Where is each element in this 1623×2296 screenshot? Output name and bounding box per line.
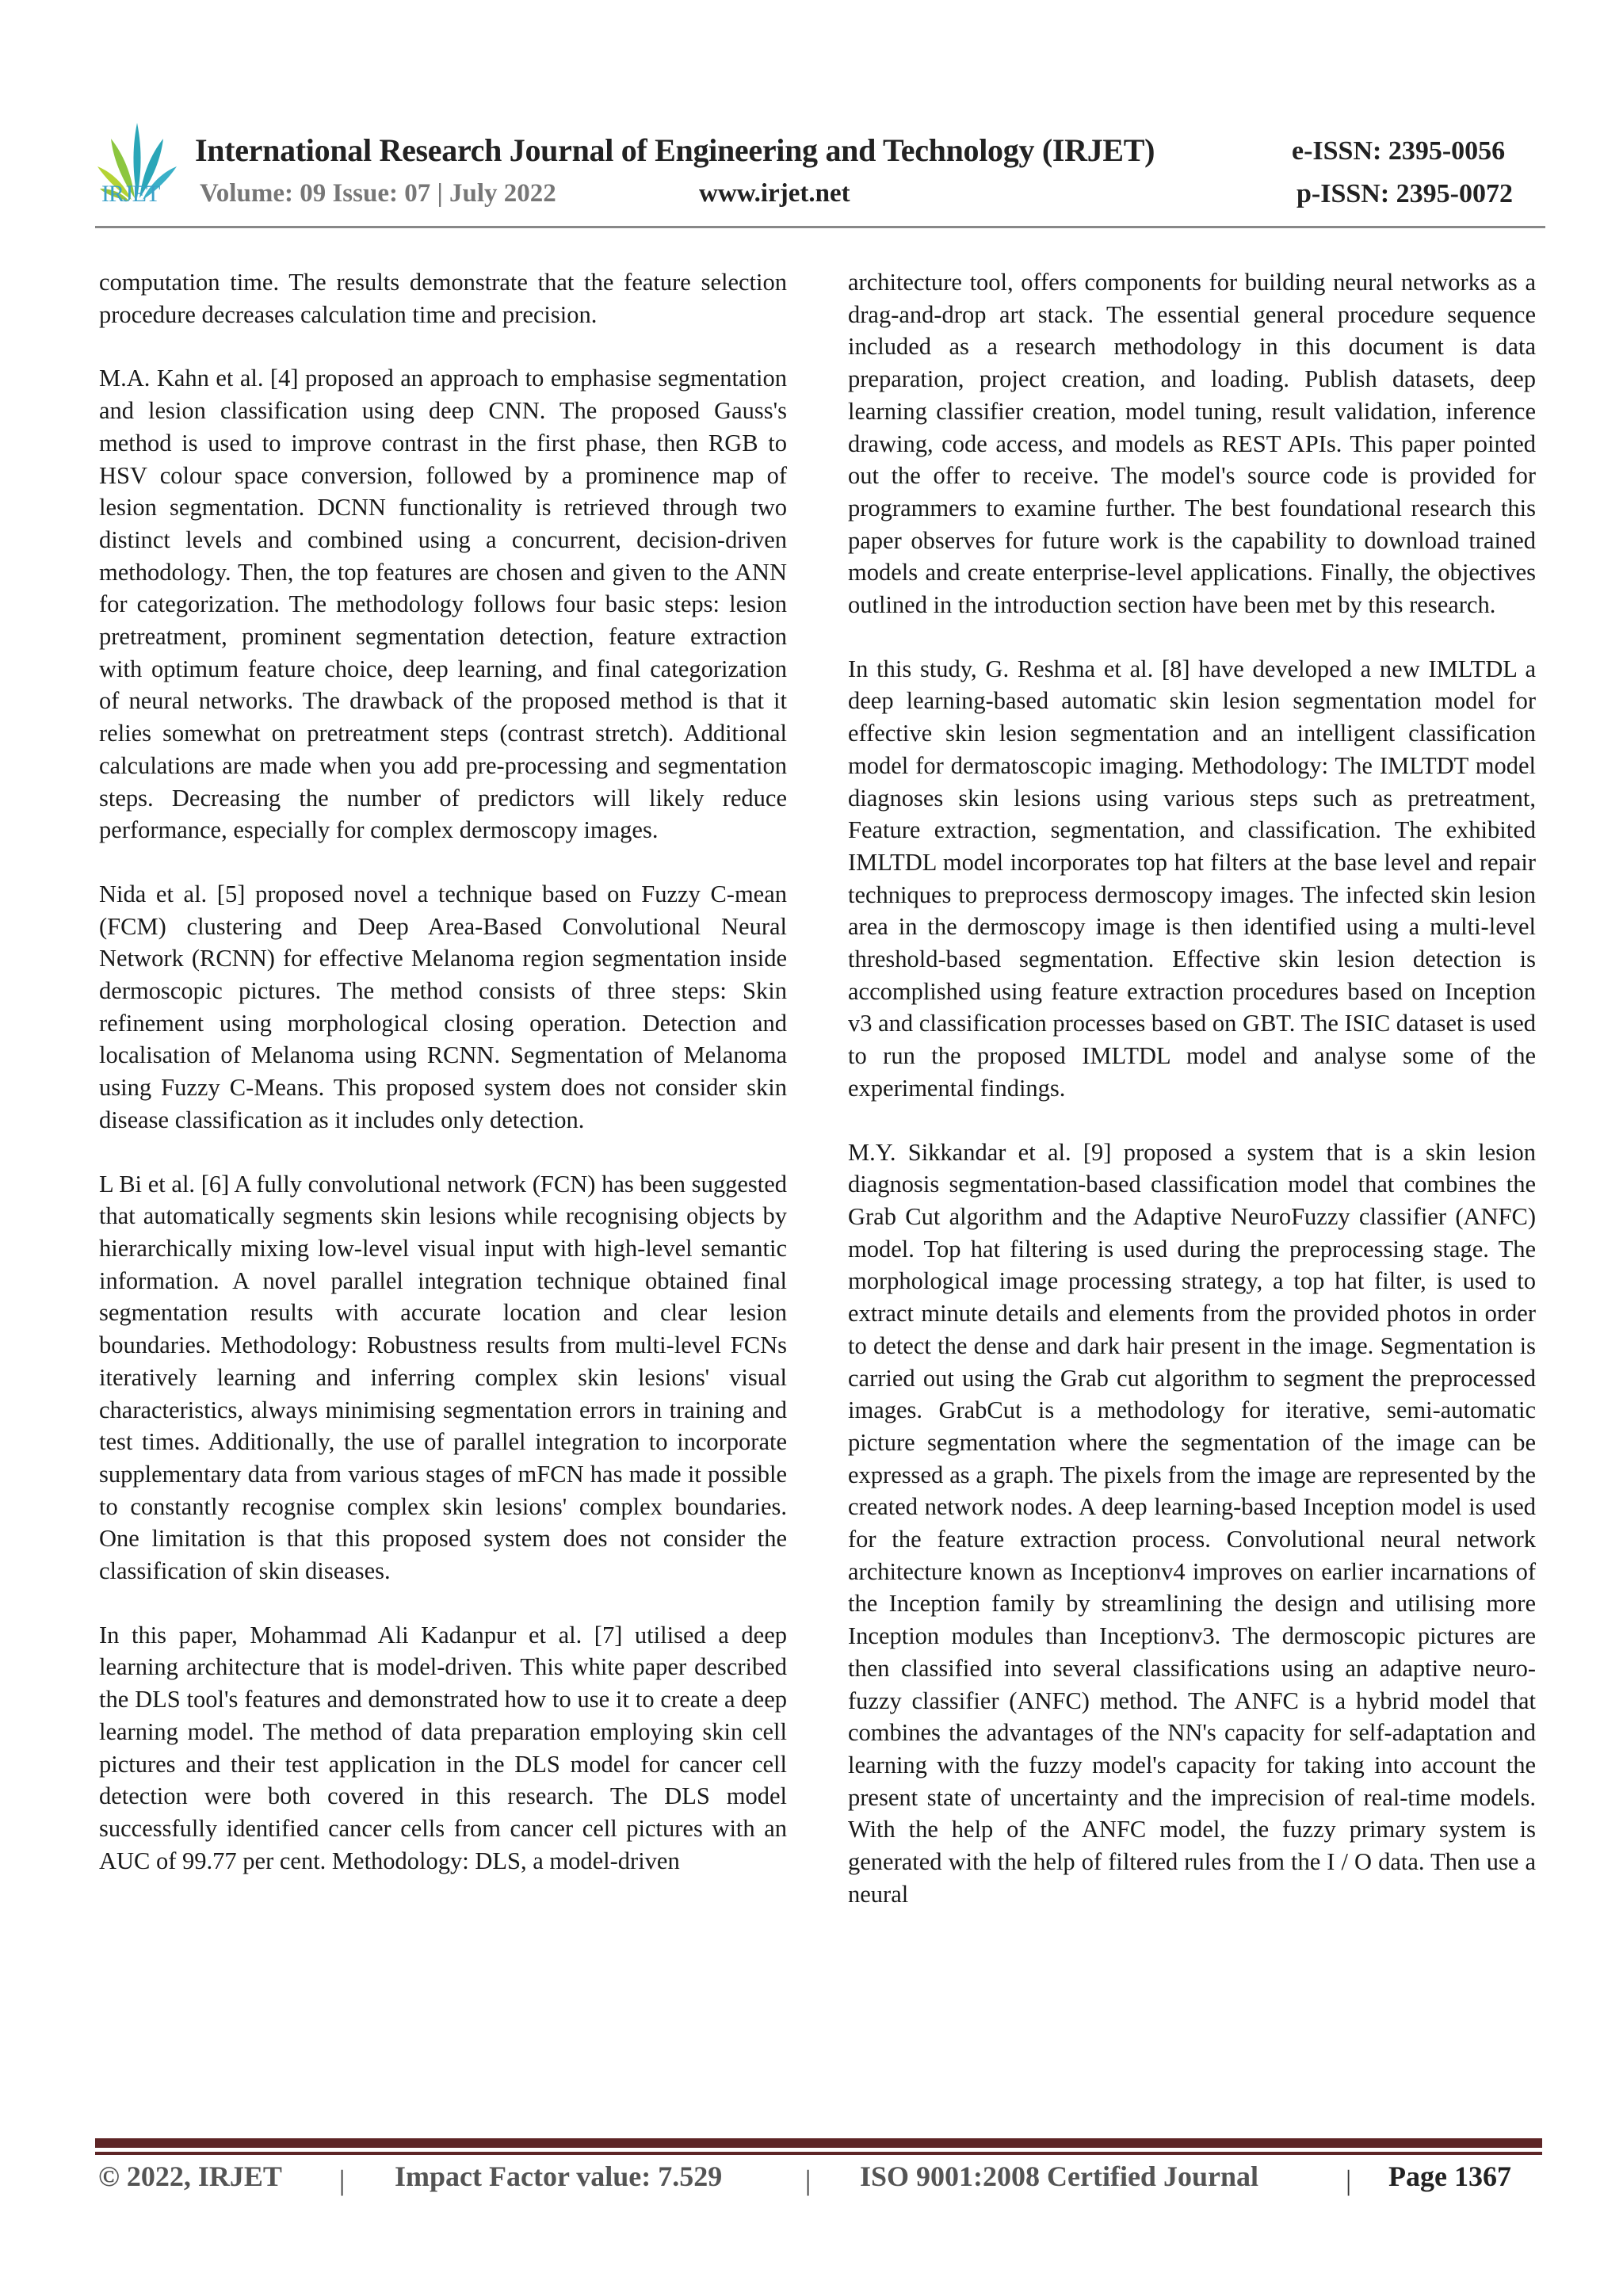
paragraph: L Bi et al. [6] A fully convolutional network (FCN) has been suggested that automatically segments skin lesions while recognising objects by hierarchically mixing low-level visual input with high-level semantic information. A novel parallel integration technique obtained final segmentation results with accurate location and clear lesion boundaries. Methodology: Robustness results from multi-level FCNs iteratively learning and inferring complex skin lesions' visual characteristics, always minimising segmentation errors in training and test times. Additionally, the use of parallel integration to incorporate supplementary data from various stages of mFCN has made it possible to constantly recognise complex skin lesions' complex boundaries. One limitation is that this proposed system does not consider the classification of skin diseases. [99,1170,787,1585]
e-issn: e-ISSN: 2395-0056 [1292,136,1506,166]
paragraph: M.Y. Sikkandar et al. [9] proposed a system that is a skin lesion diagnosis segmentation-based classification model that combines the Grab Cut algorithm and the Adaptive NeuroFuzzy classifier (ANFC) model. Top hat filtering is used during the preprocessing stage. The morphological image processing strategy, a top hat filter, is used to extract minute details and elements from the provided photos in order to detect the dense and dark hair present in the image. Segmentation is carried out using the Grab cut algorithm to segment the preprocessed images. GrabCut is a methodology for iterative, semi-automatic picture segmentation where the segmentation of the image can be expressed as a graph. The pixels from the image are represented by the created network nodes. A deep learning-based Inception model is used for the feature extraction process. Convolutional neural network architecture known as Inceptionv4 improves on earlier incarnations of the Inception family by streamlining the design and utilising more Inception modules than Inceptionv3. The dermoscopic pictures are then classified into several classifications using an adaptive neuro-fuzzy classifier (ANFC) method. The ANFC is a hybrid model that combines the advantages of the NN's capacity for self-adaptation and learning with the fuzzy model's capacity for taking into account the present state of uncertainty and the imprecision of real-time models. With the help of the ANFC model, the fuzzy primary system is generated with the help of filtered rules from the I / O data. Then use a neural [848,1138,1536,1908]
paragraph: In this paper, Mohammad Ali Kadanpur et al. [7] utilised a deep learning architecture that is model-driven. This white paper described the DLS tool's features and demonstrated how to use it to create a deep learning model. The method of data preparation employing skin cell pictures and their test application in the DLS model for cancer cell detection were both covered in this research. The DLS model successfully identified cancer cells from cancer cell pictures with an AUC of 99.77 per cent. Methodology: DLS, a model-driven [99,1621,787,1874]
footer-separator: | [339,2164,346,2196]
footer-page-number: Page 1367 [1388,2160,1511,2192]
footer-separator: | [1346,2164,1352,2196]
right-column [848,266,1536,1942]
paragraph: In this study, G. Reshma et al. [8] have developed a new IMLTDL a deep learning-based automatic skin lesion segmentation model for effective skin lesion segmentation and an intelligent classification model for dermatoscopic imaging. Methodology: The IMLTDT model diagnoses skin lesions using various steps such as pretreatment, Feature extraction, segmentation, and classification. The exhibited IMLTDL model incorporates top hat filters at the base level and repair techniques to preprocess dermoscopy images. The infected skin lesion area in the dermoscopy image is then identified using a multi-level threshold-based segmentation. Effective skin lesion detection is accomplished using feature extraction procedures based on Inception v3 and classification processes based on GBT. The ISIC dataset is used to run the proposed IMLTDL model and analyse some of the experimental findings. [848,655,1536,1102]
footer-separator: | [805,2164,812,2196]
p-issn: p-ISSN: 2395-0072 [1296,179,1513,208]
footer-divider-thin [95,2152,1542,2155]
header-divider [95,226,1545,228]
logo-text: IRJET [101,181,160,207]
paragraph: M.A. Kahn et al. [4] proposed an approach to emphasise segmentation and lesion classification using deep CNN. The proposed Gauss's method is used to improve contrast in the first phase, then RGB to HSV colour space conversion, followed by a prominence map of lesion segmentation. DCNN functionality is retrieved through two distinct levels and combined using a concurrent, decision-driven methodology. Then, the top features are chosen and given to the ANN for categorization. The methodology follows four basic steps: lesion pretreatment, prominent segmentation detection, feature extraction with optimum feature choice, deep learning, and final categorization of neural networks. The drawback of the proposed method is that it relies somewhat on pretreatment steps (contrast stretch). Additional calculations are made when you add pre-processing and segmentation steps. Decreasing the number of predictors will likely reduce performance, especially for complex dermoscopy images. [99,365,787,844]
paragraph: Nida et al. [5] proposed novel a technique based on Fuzzy C-mean (FCM) clustering and Deep Area-Based Convolutional Neural Network (RCNN) for effective Melanoma region segmentation inside dermoscopic pictures. The method consists of three steps: Skin refinement using morphological closing operation. Detection and localisation of Melanoma using RCNN. Segmentation of Melanoma using Fuzzy C-Means. This proposed system does not consider skin disease classification as it includes only detection. [99,880,787,1133]
paragraph: computation time. The results demonstrate that the feature selection procedure decreases calculation time and precision. [99,269,787,328]
footer-copyright: © 2022, IRJET [98,2160,282,2192]
footer-iso: ISO 9001:2008 Certified Journal [860,2160,1258,2192]
footer-impact-factor: Impact Factor value: 7.529 [395,2160,723,2192]
left-column [99,266,787,1908]
footer-divider [95,2138,1542,2148]
paragraph: architecture tool, offers components for building neural networks as a drag-and-drop art stack. The essential general procedure sequence included as a research methodology in this document is data preparation, project creation, and loading. Publish datasets, deep learning classifier creation, model tuning, result validation, inference drawing, code access, and models as REST APIs. This paper pointed out the offer to receive. The model's source code is provided for programmers to examine further. The best foundational research this paper observes for future work is the capability to download trained models and create enterprise-level applications. Finally, the objectives outlined in the introduction section have been met by this research. [848,269,1536,619]
journal-title: International Research Journal of Engineering and Technology (IRJET) [195,132,1155,168]
volume-issue: Volume: 09 Issue: 07 | July 2022 [200,179,556,208]
website-link[interactable]: www.irjet.net [699,179,850,208]
